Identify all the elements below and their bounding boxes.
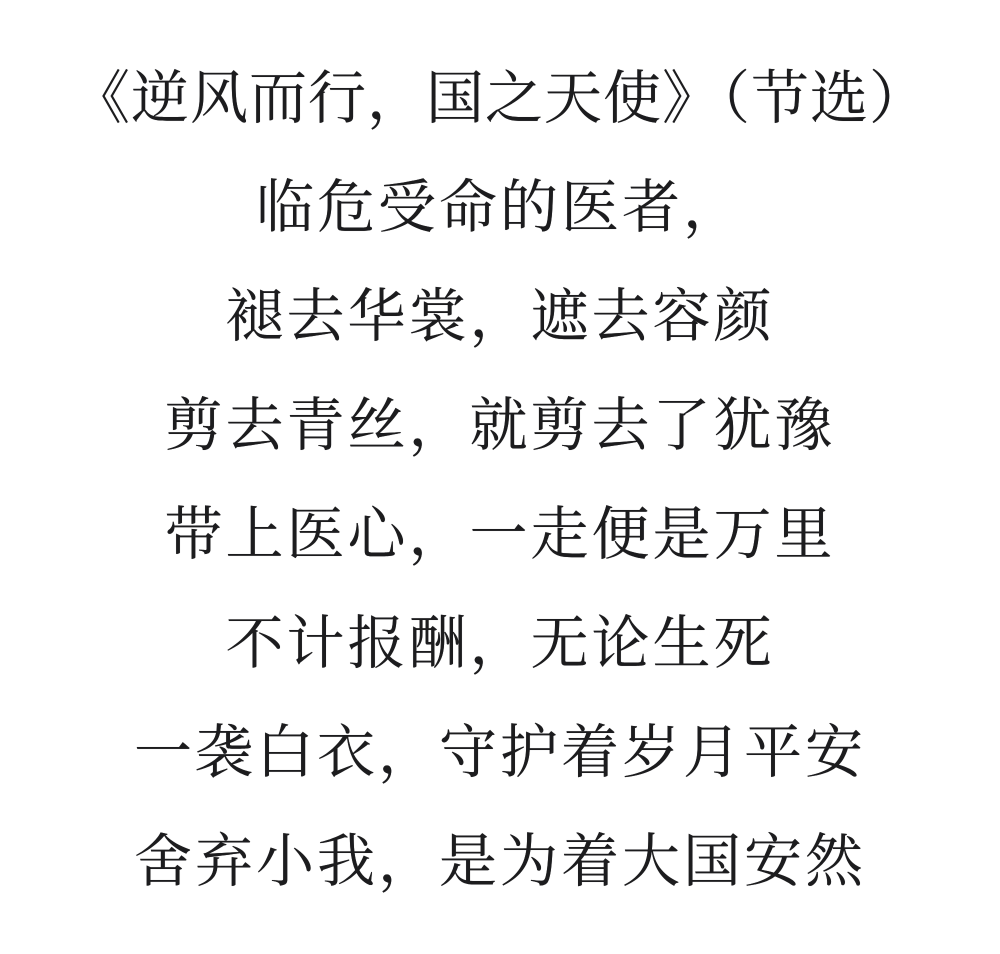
poem-line-6: 一袭白衣，守护着岁月平安 [133,720,866,785]
poem-title: 《逆风而行，国之天使》（节选） [71,66,928,131]
poem-line-7: 舍弃小我，是为着大国安然 [133,829,866,894]
poem-line-2: 褪去华裳，遮去容颜 [225,284,775,349]
poem-line-4: 带上医心，一走便是万里 [164,502,836,567]
poem-line-1: 临危受命的医者， [255,175,744,240]
poem-line-3: 剪去青丝，就剪去了犹豫 [164,393,836,458]
poem-line-5: 不计报酬，无论生死 [225,611,775,676]
